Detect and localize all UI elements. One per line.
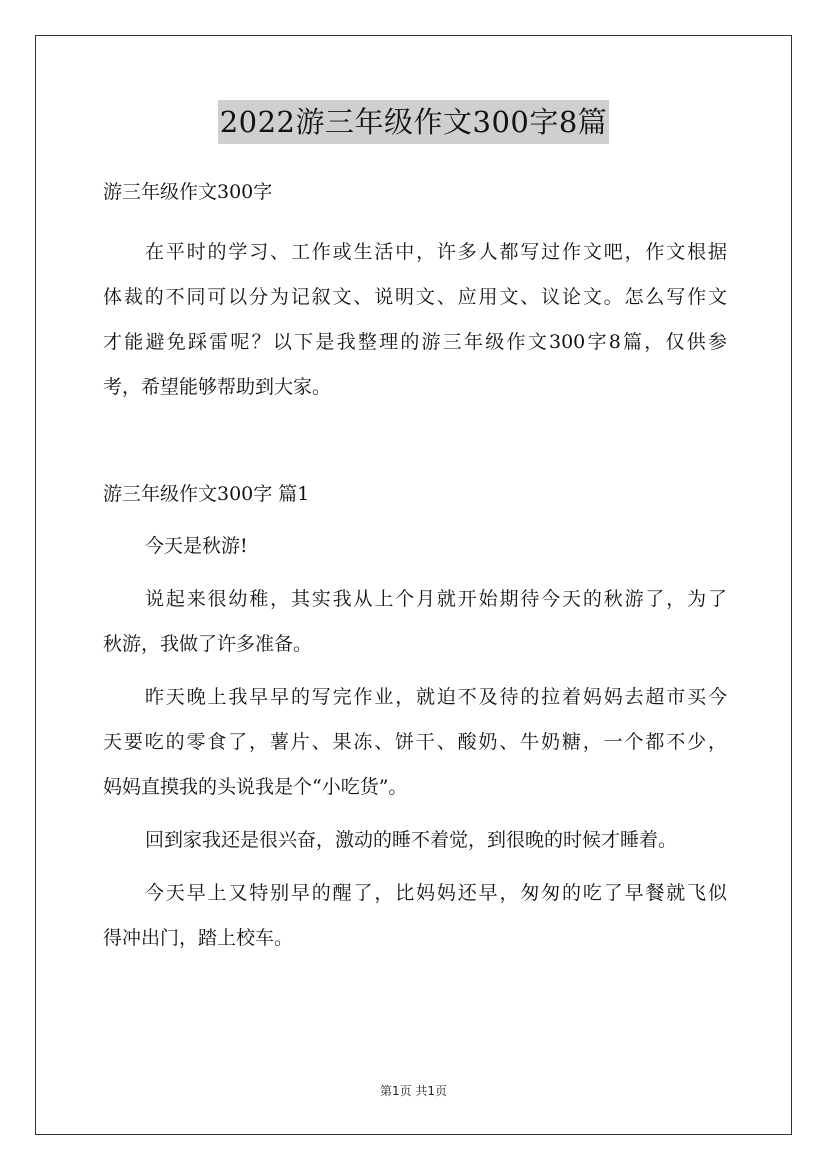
article-line: 昨天晚上我早早的写完作业，就迫不及待的拉着妈妈去超市买今: [145, 686, 727, 708]
article-line: 天要吃的零食了，薯片、果冻、饼干、酸奶、牛奶糖，一个都不少，: [103, 731, 727, 753]
intro-line: 体裁的不同可以分为记叙文、说明文、应用文、议论文。怎么写作文: [103, 286, 727, 308]
article-paragraph: [103, 818, 727, 863]
article-line: 秋游，我做了许多准备。: [103, 633, 313, 655]
article-line: 今天是秋游!: [145, 535, 248, 557]
intro-paragraph: [103, 230, 727, 410]
article-line: 说起来很幼稚，其实我从上个月就开始期待今天的秋游了，为了: [145, 588, 727, 610]
article-line: 得冲出门，踏上校车。: [103, 927, 294, 949]
article-paragraph: [103, 675, 727, 810]
page-footer: 第1页 共1页: [379, 1084, 448, 1098]
article-paragraph: [103, 577, 727, 667]
article-paragraph: [103, 871, 727, 961]
title-container: [0, 100, 827, 144]
document-body: [103, 170, 727, 961]
intro-line: 考，希望能够帮助到大家。: [103, 376, 332, 398]
intro-line: 才能避免踩雷呢？以下是我整理的游三年级作文300字8篇，仅供参: [103, 331, 727, 353]
article-line: 今天早上又特别早的醒了，比妈妈还早，匆匆的吃了早餐就飞似: [145, 882, 727, 904]
article-line: 回到家我还是很兴奋，激动的睡不着觉，到很晚的时候才睡着。: [145, 829, 678, 851]
intro-line: 在平时的学习、工作或生活中，许多人都写过作文吧，作文根据: [145, 241, 727, 263]
section-heading: 游三年级作文300字: [103, 181, 273, 203]
article-line: 妈妈直摸我的头说我是个“小吃货”。: [103, 776, 408, 798]
article-paragraph: [103, 524, 727, 569]
article-heading: 游三年级作文300字 篇1: [103, 483, 310, 505]
document-title: 2022游三年级作文300字8篇: [218, 100, 610, 144]
